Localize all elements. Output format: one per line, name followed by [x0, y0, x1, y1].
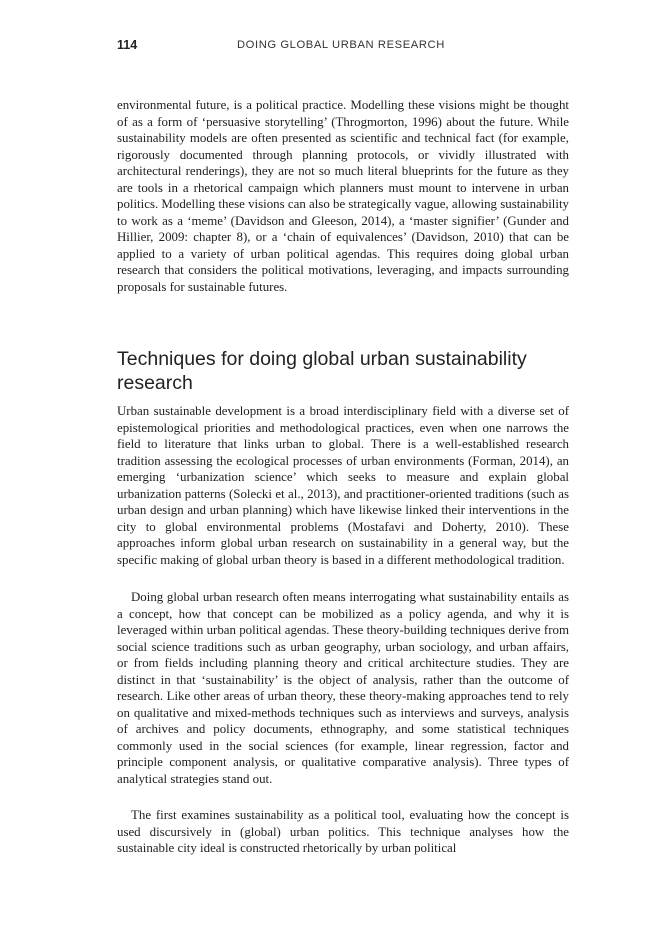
body-paragraph-2: Urban sustainable development is a broad interdisciplinary field with a diverse set of epistemological priorities and methodological practices, even when one narrows the field to literature that links urban to global. There is a well-established research tradition assessing the ecological processes of urban environments (Forman, 2014), an emerging ‘urbanization science’ which seeks to measure and explain global urbanization patterns (Solecki et al., 2013), and practitioner-oriented traditions (such as urban design and urban planning) which have likewise linked their interventions in the city to global environmental problems (Mostafavi and Doherty, 2010). These approaches inform global urban research on sustainability in a general way, but the specific making of global urban theory is based in a different methodological tradition. — [117, 404, 569, 567]
running-title: DOING GLOBAL URBAN RESEARCH — [237, 39, 445, 51]
body-paragraph-4: The first examines sustainability as a political tool, evaluating how the concept is used discursively in (global) urban politics. This technique analyses how the sustainable city ideal is constructed rhetorically by urban political — [117, 808, 569, 855]
section-heading: Techniques for doing global urban sustainability research — [117, 348, 527, 394]
page-number: 114 — [117, 38, 138, 52]
body-paragraph-3: Doing global urban research often means interrogating what sustainability entails as a concept, how that concept can be mobilized as a policy agenda, and why it is leveraged within urban political agendas. These theory-building techniques derive from social science traditions such as urban geography, urban sociology, and urban affairs, or from fields including planning theory and critical architecture studies. They are distinct in that ‘sustainability’ is the object of analysis, rather than the outcome of research. Like other areas of urban theory, these theory-making approaches tend to rely on qualitative and mixed-methods techniques such as interviews and surveys, analysis of archives and policy documents, ethnography, and some statistical techniques commonly used in the social sciences (for example, linear regression, factor and principle component analysis, or qualitative comparative analysis). Three types of analytical strategies stand out. — [117, 590, 569, 786]
body-paragraph-1: environmental future, is a political practice. Modelling these visions might be thought of as a form of ‘persuasive storytelling’ (Throgmorton, 1996) about the future. While sustainability models are often presented as scientific and technical fact (for example, rigorously documented through planning protocols, or vividly illustrated with architectural renderings), they are not so much literal blueprints for the future as they are tools in a rhetorical campaign which planners must mount to intervene in urban politics. Modelling these visions can also be strategically vague, allowing sustainability to work as a ‘meme’ (Davidson and Gleeson, 2014), a ‘master signifier’ (Gunder and Hillier, 2009: chapter 8), or a ‘chain of equivalences’ (Davidson, 2010) that can be applied to a variety of urban political agendas. This requires doing global urban research that considers the political motivations, leveraging, and impacts surrounding proposals for sustainable futures. — [117, 98, 569, 294]
running-header — [117, 38, 569, 54]
